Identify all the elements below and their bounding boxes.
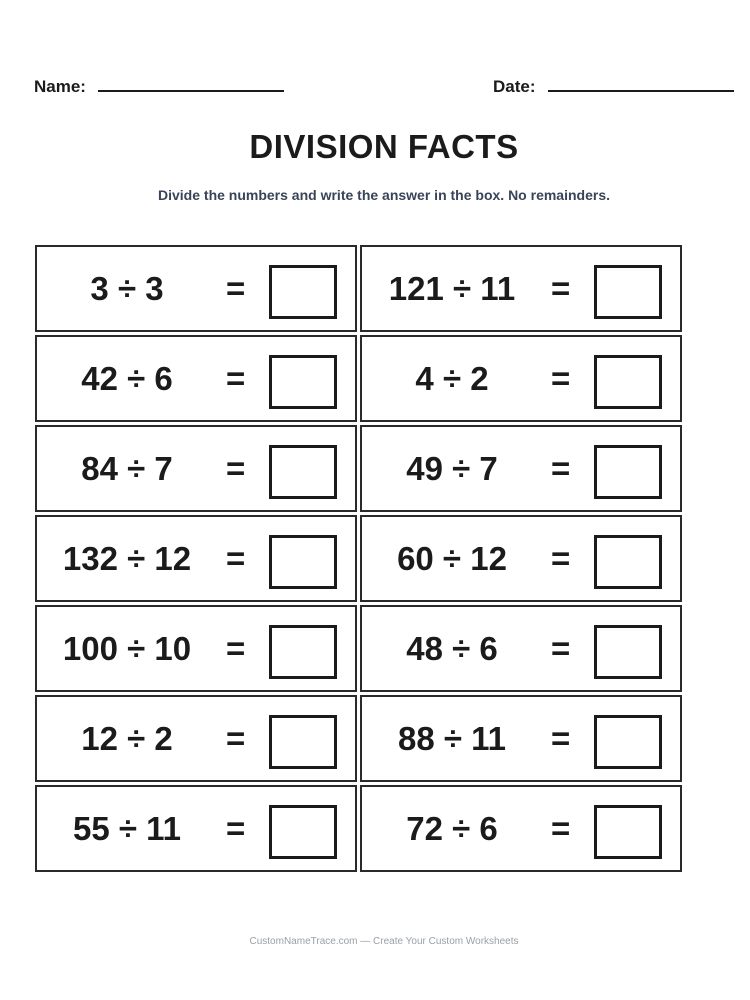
date-field: [493, 76, 734, 97]
problem: [37, 427, 263, 510]
problem-expression: 3 ÷ 3: [90, 269, 164, 307]
worksheet-instructions: Divide the numbers and write the answer in the box. No remainders.: [158, 187, 610, 203]
problem-cell: [35, 335, 357, 422]
answer-box[interactable]: [269, 265, 337, 319]
equals-sign: =: [226, 270, 246, 307]
name-label: Name:: [34, 77, 86, 96]
answer-box[interactable]: [269, 445, 337, 499]
date-write-line[interactable]: [548, 76, 734, 92]
problem-expression: 72 ÷ 6: [406, 809, 498, 847]
answer-box[interactable]: [594, 535, 662, 589]
problem-cell: [360, 605, 682, 692]
problem: [362, 517, 588, 600]
problem: [362, 247, 588, 330]
problem-expression: 88 ÷ 11: [397, 719, 507, 757]
problem-grid: [35, 245, 682, 872]
equals-sign: =: [551, 720, 571, 757]
worksheet-title: DIVISION FACTS: [249, 128, 519, 165]
problem: [37, 607, 263, 690]
problem-expression: 60 ÷ 12: [397, 539, 507, 577]
problem: [37, 247, 263, 330]
problem: [362, 787, 588, 870]
problem: [37, 787, 263, 870]
answer-box[interactable]: [594, 625, 662, 679]
problem-cell: [360, 335, 682, 422]
problem-expression: 4 ÷ 2: [415, 359, 489, 397]
answer-box[interactable]: [594, 265, 662, 319]
problem: [37, 697, 263, 780]
problem-expression: 132 ÷ 12: [62, 539, 192, 577]
problem-expression: 12 ÷ 2: [81, 719, 173, 757]
problem-cell: [35, 515, 357, 602]
answer-box[interactable]: [594, 355, 662, 409]
problem-cell: [35, 785, 357, 872]
equals-sign: =: [226, 360, 246, 397]
problem-expression: 42 ÷ 6: [81, 359, 173, 397]
problem-cell: [35, 425, 357, 512]
footer-credit: CustomNameTrace.com — Create Your Custom Worksheets: [249, 936, 519, 947]
equals-sign: =: [226, 630, 246, 667]
equals-sign: =: [226, 810, 246, 847]
problem: [37, 517, 263, 600]
answer-box[interactable]: [594, 805, 662, 859]
problem-cell: [35, 245, 357, 332]
problem-cell: [35, 695, 357, 782]
problem-expression: 48 ÷ 6: [406, 629, 498, 667]
problem-cell: [35, 605, 357, 692]
answer-box[interactable]: [594, 445, 662, 499]
problem-expression: 121 ÷ 11: [388, 269, 516, 307]
problem-cell: [360, 425, 682, 512]
problem-cell: [360, 695, 682, 782]
problem-expression: 84 ÷ 7: [81, 449, 173, 487]
equals-sign: =: [226, 450, 246, 487]
problem-cell: [360, 785, 682, 872]
answer-box[interactable]: [269, 625, 337, 679]
problem: [362, 607, 588, 690]
problem: [37, 337, 263, 420]
date-label: Date:: [493, 77, 536, 96]
equals-sign: =: [551, 450, 571, 487]
answer-box[interactable]: [594, 715, 662, 769]
name-field: [34, 76, 284, 97]
problem-cell: [360, 515, 682, 602]
problem: [362, 337, 588, 420]
problem-expression: 100 ÷ 10: [62, 629, 192, 667]
equals-sign: =: [551, 540, 571, 577]
problem: [362, 427, 588, 510]
problem-expression: 55 ÷ 11: [72, 809, 182, 847]
equals-sign: =: [551, 630, 571, 667]
problem-expression: 49 ÷ 7: [406, 449, 498, 487]
equals-sign: =: [551, 810, 571, 847]
equals-sign: =: [551, 270, 571, 307]
equals-sign: =: [226, 720, 246, 757]
answer-box[interactable]: [269, 535, 337, 589]
problem: [362, 697, 588, 780]
equals-sign: =: [551, 360, 571, 397]
answer-box[interactable]: [269, 355, 337, 409]
answer-box[interactable]: [269, 715, 337, 769]
header-fields: [34, 76, 736, 100]
name-write-line[interactable]: [98, 76, 284, 92]
equals-sign: =: [226, 540, 246, 577]
answer-box[interactable]: [269, 805, 337, 859]
problem-cell: [360, 245, 682, 332]
